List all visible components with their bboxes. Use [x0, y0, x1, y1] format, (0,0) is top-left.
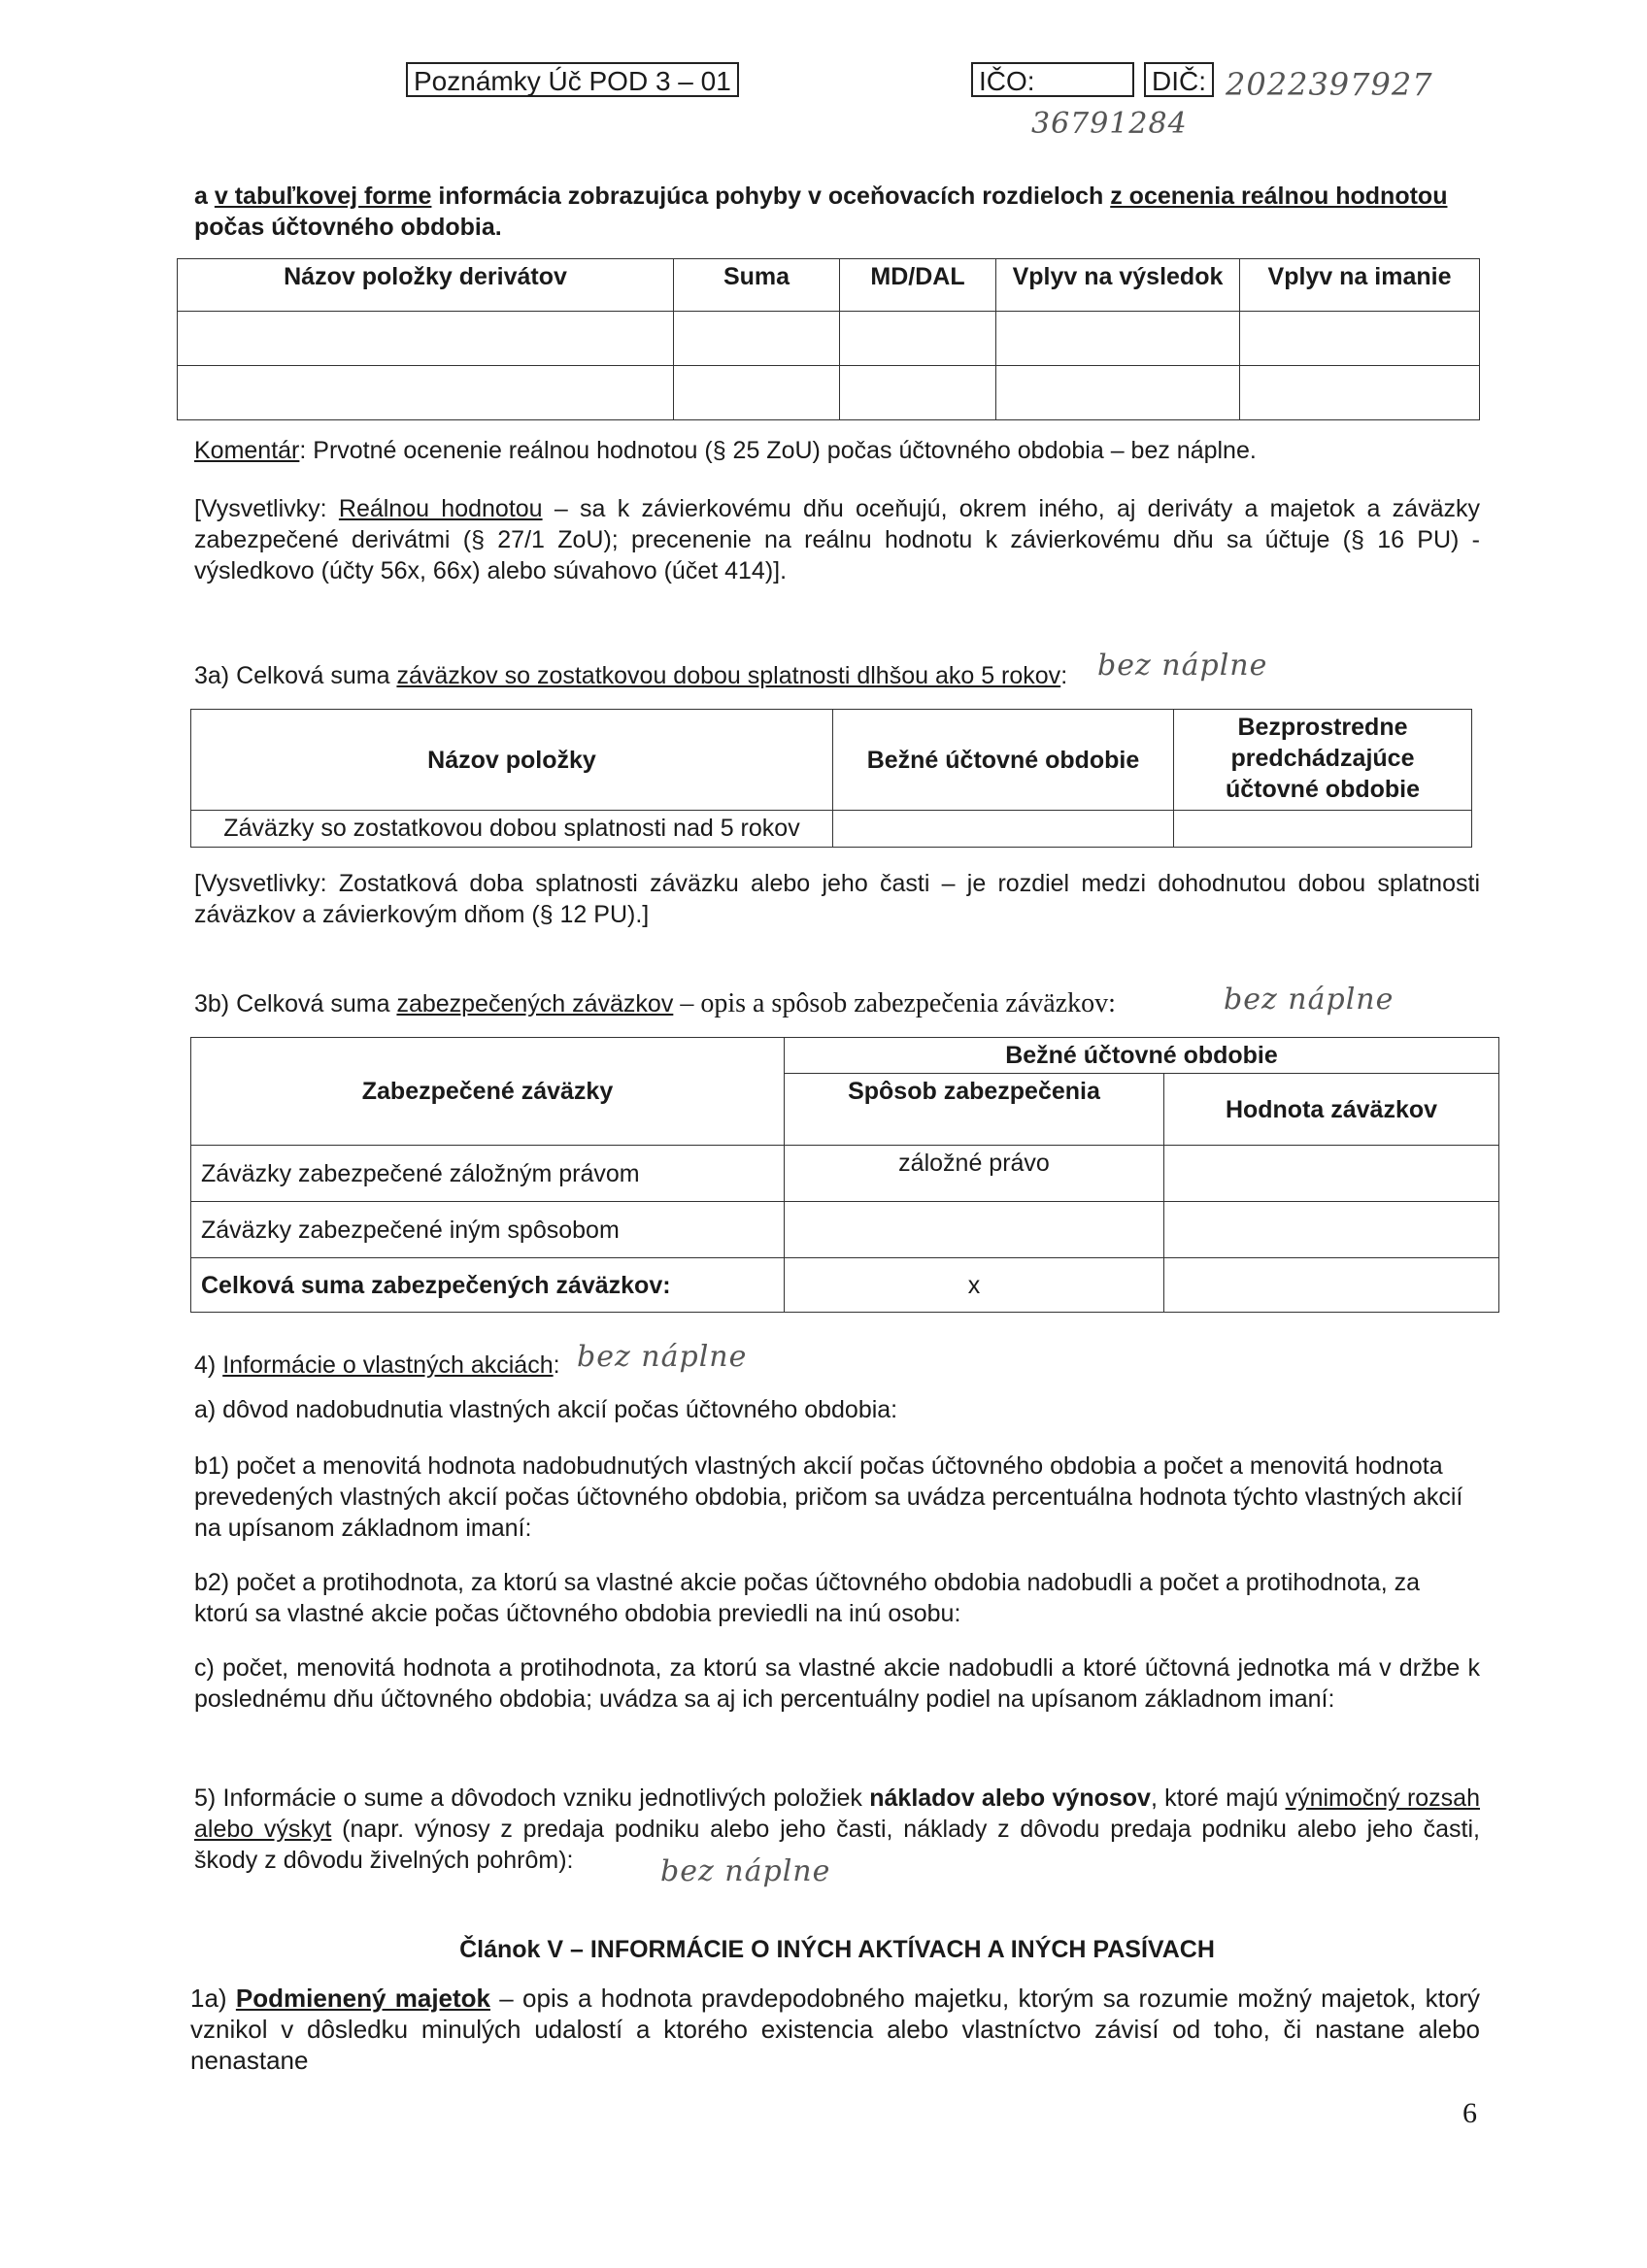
handwritten-3a: bez náplne	[1097, 649, 1268, 683]
header-bezne: Bežné účtovné obdobie	[833, 710, 1174, 811]
liabilities-5y-table	[190, 709, 1472, 848]
header-mddal: MD/DAL	[840, 259, 996, 312]
table-row: Záväzky zabezpečené záložným právom záložné právo	[191, 1146, 1499, 1202]
section-1a: 1a) Podmienený majetok – opis a hodnota pravdepodobného majetku, ktorým sa rozumie možný majetok, ktorý vznikol v dôsledku minulých udalostí a ktorého existencia alebo vlastníctvo závisí od toho, či nastane alebo nenastane	[190, 1984, 1481, 2075]
table-row: Záväzky zabezpečené iným spôsobom	[191, 1202, 1499, 1258]
header-suma: Suma	[674, 259, 840, 312]
section-4b1: b1) počet a menovitá hodnota nadobudnutých vlastných akcií počas účtovného obdobia a počet a menovitá hodnota prevedených vlastných akcií počas účtovného obdobia, pričom sa uvádza percentuálna hodnota týchto vlastných akcií na upísanom základnom imaní:	[194, 1452, 1463, 1542]
table-row	[178, 366, 1480, 420]
article-heading: Článok V – INFORMÁCIE O INÝCH AKTÍVACH A INÝCH PASÍVACH	[459, 1936, 1215, 1963]
header-vysledok: Vplyv na výsledok	[996, 259, 1240, 312]
handwritten-3b: bez náplne	[1224, 983, 1395, 1017]
header-zabezpecene: Zabezpečené záväzky	[191, 1038, 785, 1146]
header-predchadzajuce: Bezprostredne predchádzajúce účtovné obdobie	[1174, 710, 1472, 811]
section-4a: a) dôvod nadobudnutia vlastných akcií počas účtovného obdobia:	[194, 1396, 898, 1423]
header-bezne-obdobie: Bežné účtovné obdobie	[785, 1038, 1499, 1074]
section-3a-title: 3a) Celková suma záväzkov so zostatkovou dobou splatnosti dlhšou ako 5 rokov:	[194, 662, 1068, 689]
header-sposob: Spôsob zabezpečenia	[785, 1074, 1164, 1146]
section-5: 5) Informácie o sume a dôvodoch vzniku jednotlivých položiek nákladov alebo výnosov, ktoré majú výnimočný rozsah alebo výskyt (napr. výnosy z predaja podniku alebo jeho časti, náklady z dôvodu predaja podniku alebo jeho časti, škody z dôvodu živelných pohrôm):	[194, 1784, 1481, 1874]
table-row: Záväzky so zostatkovou dobou splatnosti nad 5 rokov	[191, 811, 1472, 848]
secured-liabilities-table	[190, 1037, 1499, 1313]
explanation-fair-value: [Vysvetlivky: Reálnou hodnotou – sa k závierkovému dňu oceňujú, okrem iného, aj deriváty a majetok a záväzky zabezpečené derivátmi (§ 27/1 ZoU); precenenie na reálnu hodnotu k závierkovému dňu sa účtuje (§ 16 PU) - výsledkovo (účty 56x, 66x) alebo súvahovo (účet 414)].	[194, 495, 1480, 584]
section-4c: c) počet, menovitá hodnota a protihodnota, za ktorú sa vlastné akcie nadobudli a ktoré účtovná jednotka má v držbe k poslednému dňu účtovného obdobia; uvádza sa aj ich percentuálny podiel na upísanom základnom imaní:	[194, 1654, 1480, 1713]
table-row: Celková suma zabezpečených záväzkov: x	[191, 1258, 1499, 1313]
page-number: 6	[1462, 2097, 1477, 2129]
section-3b-title: 3b) Celková suma zabezpečených záväzkov – opis a spôsob zabezpečenia záväzkov:	[194, 988, 1116, 1018]
section-4-title: 4) Informácie o vlastných akciách:	[194, 1351, 560, 1379]
explanation-3a: [Vysvetlivky: Zostatková doba splatnosti záväzku alebo jeho časti – je rozdiel medzi dohodnutou dobou splatnosti záväzkov a závierkovým dňom (§ 12 PU).]	[194, 870, 1480, 928]
table-row	[178, 312, 1480, 366]
ico-field: IČO:	[971, 62, 1134, 97]
handwritten-dic: 2022397927	[1226, 66, 1433, 103]
handwritten-ico: 36791284	[1031, 107, 1188, 141]
dic-field: DIČ:	[1144, 62, 1214, 97]
intro-text: a v tabuľkovej forme informácia zobrazujúca pohyby v oceňovacích rozdieloch z ocenenia reálnou hodnotou počas účtovného obdobia.	[194, 183, 1448, 241]
note-box: Poznámky Úč POD 3 – 01	[406, 62, 739, 97]
header-nazov: Názov položky derivátov	[178, 259, 674, 312]
derivatives-table	[177, 258, 1480, 420]
header-nazov-polozky: Názov položky	[191, 710, 833, 811]
section-4b2: b2) počet a protihodnota, za ktorú sa vlastné akcie počas účtovného obdobia nadobudli a počet a protihodnota, za ktorú sa vlastné akcie počas účtovného obdobia previedli na inú osobu:	[194, 1569, 1420, 1627]
comment: Komentár: Prvotné ocenenie reálnou hodnotou (§ 25 ZoU) počas účtovného obdobia – bez náplne.	[194, 437, 1257, 464]
header-hodnota: Hodnota záväzkov	[1164, 1074, 1499, 1146]
handwritten-4: bez náplne	[577, 1340, 748, 1374]
header-imanie: Vplyv na imanie	[1240, 259, 1480, 312]
handwritten-5: bez náplne	[660, 1854, 831, 1888]
